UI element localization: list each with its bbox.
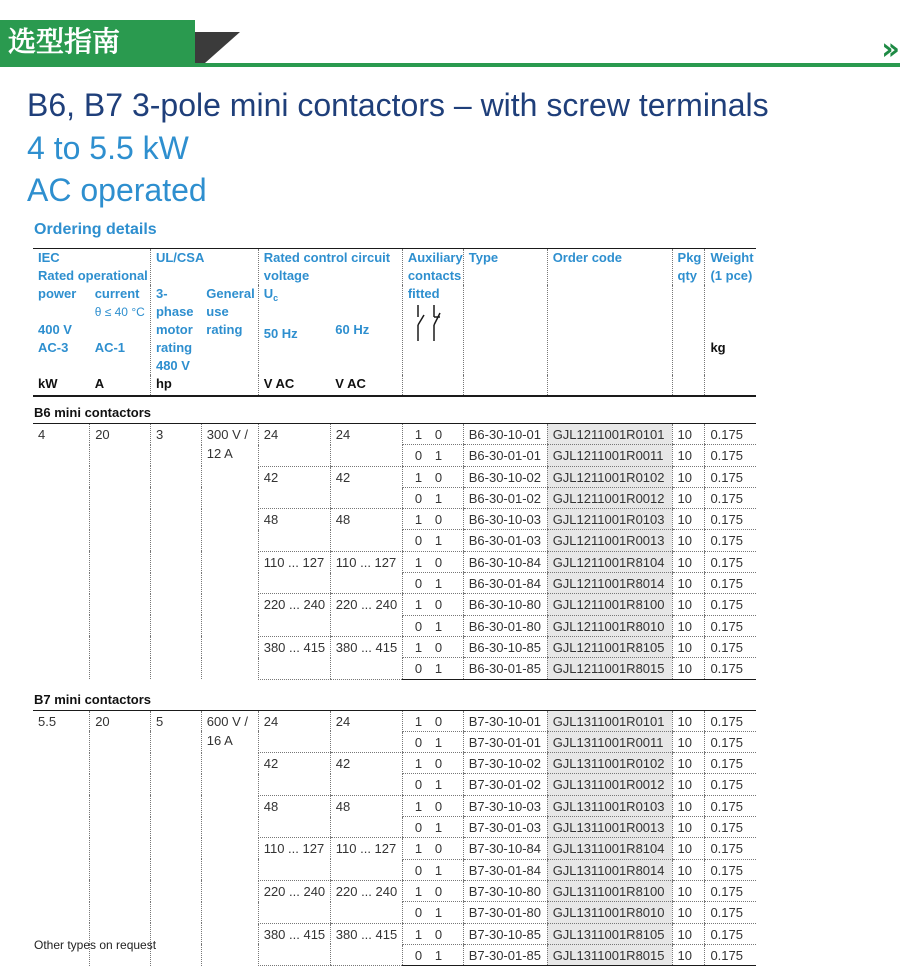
cell-aux: 0 1 <box>402 902 463 923</box>
cell-weight: 0.175 <box>705 466 756 487</box>
cell-v50: 42 <box>258 466 330 509</box>
cell-type: B7-30-01-80 <box>463 902 547 923</box>
cell-aux: 0 1 <box>402 774 463 795</box>
unit-kg: kg <box>710 340 726 355</box>
cell-type: B6-30-01-02 <box>463 487 547 508</box>
cell-pkg: 10 <box>672 710 705 731</box>
section-heading: B6 mini contactors <box>33 405 756 424</box>
cell-pkg: 10 <box>672 487 705 508</box>
footnote: Other types on request <box>34 938 157 952</box>
cell-weight: 0.175 <box>705 902 756 923</box>
cell-type: B7-30-01-01 <box>463 731 547 752</box>
cell-v60: 380 ... 415 <box>330 923 402 966</box>
cell-v50: 24 <box>258 424 330 467</box>
cell-weight: 0.175 <box>705 944 756 965</box>
unit-kw: kW <box>38 376 58 391</box>
page-subtitle-power: 4 to 5.5 kW <box>27 130 189 166</box>
cell-weight: 0.175 <box>705 594 756 615</box>
table-row <box>33 424 756 445</box>
cell-weight: 0.175 <box>705 795 756 816</box>
cell-order-code: GJL1211001R8010 <box>547 615 672 636</box>
cell-weight: 0.175 <box>705 509 756 530</box>
cell-pkg: 10 <box>672 615 705 636</box>
cell-type: B6-30-10-85 <box>463 636 547 657</box>
cell-order-code: GJL1211001R8014 <box>547 573 672 594</box>
cell-pkg: 10 <box>672 658 705 679</box>
cell-v60: 48 <box>330 509 402 552</box>
col-motor-rating: 3-phase motor rating 480 V <box>150 285 201 375</box>
cell-weight: 0.175 <box>705 551 756 572</box>
cell-aux: 0 1 <box>402 817 463 838</box>
cell-type: B6-30-10-03 <box>463 509 547 530</box>
cell-type: B6-30-10-80 <box>463 594 547 615</box>
cell-type: B6-30-01-01 <box>463 445 547 466</box>
col-control-voltage: Rated control circuit voltage <box>258 249 402 286</box>
cell-pkg: 10 <box>672 530 705 551</box>
group-rows <box>33 424 756 680</box>
cell-order-code: GJL1311001R0101 <box>547 710 672 731</box>
cell-weight: 0.175 <box>705 710 756 731</box>
cell-type: B6-30-10-01 <box>463 424 547 445</box>
cell-v60: 42 <box>330 753 402 796</box>
cell-order-code: GJL1311001R8105 <box>547 923 672 944</box>
cell-aux: 1 0 <box>402 710 463 731</box>
cell-power: 5.5 <box>38 713 57 729</box>
cell-pkg: 10 <box>672 944 705 965</box>
cell-aux: 1 0 <box>402 509 463 530</box>
cell-pkg: 10 <box>672 509 705 530</box>
cell-weight: 0.175 <box>705 774 756 795</box>
cell-order-code: GJL1211001R8104 <box>547 551 672 572</box>
cell-pkg: 10 <box>672 753 705 774</box>
cell-weight: 0.175 <box>705 615 756 636</box>
cell-pkg: 10 <box>672 573 705 594</box>
cell-aux: 0 1 <box>402 445 463 466</box>
unit-blank <box>201 375 258 396</box>
col-pkg-qty: Pkg qty <box>672 249 705 397</box>
cell-hp: 3 <box>150 424 201 680</box>
cell-weight: 0.175 <box>705 731 756 752</box>
cell-type: B7-30-10-80 <box>463 880 547 901</box>
cell-type: B7-30-10-03 <box>463 795 547 816</box>
cell-v50: 24 <box>258 710 330 753</box>
cell-aux: 0 1 <box>402 731 463 752</box>
cell-type: B7-30-10-84 <box>463 838 547 859</box>
cell-pkg: 10 <box>672 817 705 838</box>
cell-pkg: 10 <box>672 424 705 445</box>
cell-weight: 0.175 <box>705 487 756 508</box>
cell-order-code: GJL1311001R0103 <box>547 795 672 816</box>
cell-aux: 0 1 <box>402 658 463 679</box>
cell-general-use: 600 V / 16 A <box>201 710 258 966</box>
cell-order-code: GJL1311001R0102 <box>547 753 672 774</box>
cell-aux: 0 1 <box>402 573 463 594</box>
cell-type: B6-30-01-84 <box>463 573 547 594</box>
page-title: B6, B7 3-pole mini contactors – with screw terminals <box>27 87 769 123</box>
banner-title: 选型指南 <box>8 25 121 58</box>
cell-aux: 1 0 <box>402 753 463 774</box>
cell-order-code: GJL1311001R8010 <box>547 902 672 923</box>
cell-order-code: GJL1211001R8015 <box>547 658 672 679</box>
cell-v60: 220 ... 240 <box>330 594 402 637</box>
cell-pkg: 10 <box>672 774 705 795</box>
contact-symbol-icon <box>408 303 448 343</box>
cell-order-code: GJL1311001R0013 <box>547 817 672 838</box>
section-heading: B7 mini contactors <box>33 692 756 711</box>
col-60hz: 60 Hz <box>335 322 370 337</box>
cell-type: B7-30-01-02 <box>463 774 547 795</box>
cell-weight: 0.175 <box>705 445 756 466</box>
cell-pkg: 10 <box>672 923 705 944</box>
cell-pkg: 10 <box>672 731 705 752</box>
cell-order-code: GJL1211001R0101 <box>547 424 672 445</box>
cell-weight: 0.175 <box>705 636 756 657</box>
cell-weight: 0.175 <box>705 530 756 551</box>
cell-aux: 1 0 <box>402 636 463 657</box>
cell-pkg: 10 <box>672 859 705 880</box>
chevron-right-icon: ›› <box>881 32 894 67</box>
cell-pkg: 10 <box>672 636 705 657</box>
banner-rule <box>0 63 900 67</box>
unit-a: A <box>94 376 105 391</box>
cell-hp: 5 <box>150 710 201 966</box>
cell-v50: 110 ... 127 <box>258 838 330 881</box>
cell-pkg: 10 <box>672 466 705 487</box>
cell-type: B6-30-10-02 <box>463 466 547 487</box>
cell-v50: 42 <box>258 753 330 796</box>
cell-general-use: 300 V / 12 A <box>201 424 258 680</box>
cell-v60: 24 <box>330 424 402 467</box>
col-ulcsa: UL/CSA <box>150 249 258 286</box>
cell-order-code: GJL1311001R0011 <box>547 731 672 752</box>
cell-type: B6-30-01-80 <box>463 615 547 636</box>
cell-order-code: GJL1211001R8105 <box>547 636 672 657</box>
cell-weight: 0.175 <box>705 923 756 944</box>
cell-order-code: GJL1311001R8014 <box>547 859 672 880</box>
cell-current: 20 <box>90 710 151 966</box>
cell-order-code: GJL1311001R0012 <box>547 774 672 795</box>
cell-v50: 220 ... 240 <box>258 594 330 637</box>
cell-aux: 0 1 <box>402 944 463 965</box>
cell-pkg: 10 <box>672 902 705 923</box>
cell-pkg: 10 <box>672 445 705 466</box>
cell-type: B6-30-01-03 <box>463 530 547 551</box>
cell-type: B6-30-01-85 <box>463 658 547 679</box>
cell-type: B7-30-01-84 <box>463 859 547 880</box>
cell-weight: 0.175 <box>705 817 756 838</box>
cell-order-code: GJL1211001R0011 <box>547 445 672 466</box>
cell-power: 4 <box>38 427 46 442</box>
cell-aux: 0 1 <box>402 615 463 636</box>
cell-order-code: GJL1311001R8015 <box>547 944 672 965</box>
cell-v60: 42 <box>330 466 402 509</box>
cell-pkg: 10 <box>672 551 705 572</box>
table-row <box>33 710 756 731</box>
cell-order-code: GJL1311001R8104 <box>547 838 672 859</box>
cell-order-code: GJL1311001R8100 <box>547 880 672 901</box>
cell-aux: 0 1 <box>402 487 463 508</box>
cell-aux: 1 0 <box>402 838 463 859</box>
cell-v50: 380 ... 415 <box>258 923 330 966</box>
cell-aux: 1 0 <box>402 466 463 487</box>
col-current: current θ ≤ 40 °C AC-1 <box>94 286 145 355</box>
cell-weight: 0.175 <box>705 424 756 445</box>
banner-wedge <box>195 32 240 63</box>
cell-weight: 0.175 <box>705 753 756 774</box>
cell-current: 20 <box>90 424 151 680</box>
unit-vac-60: V AC <box>335 376 366 391</box>
cell-order-code: GJL1211001R0013 <box>547 530 672 551</box>
cell-v60: 48 <box>330 795 402 838</box>
cell-v50: 110 ... 127 <box>258 551 330 594</box>
col-type: Type <box>463 249 547 397</box>
cell-weight: 0.175 <box>705 573 756 594</box>
cell-weight: 0.175 <box>705 859 756 880</box>
col-aux-contacts: Auxiliary contacts fitted <box>402 249 463 397</box>
col-power: power 400 V AC-3 <box>38 286 77 355</box>
cell-v50: 220 ... 240 <box>258 880 330 923</box>
cell-aux: 0 1 <box>402 859 463 880</box>
cell-pkg: 10 <box>672 795 705 816</box>
unit-hp: hp <box>150 375 201 396</box>
cell-aux: 0 1 <box>402 530 463 551</box>
col-50hz: $U_c$ 50 Hz <box>258 285 330 375</box>
cell-aux: 1 0 <box>402 923 463 944</box>
section-title: Ordering details <box>34 221 157 238</box>
cell-weight: 0.175 <box>705 880 756 901</box>
cell-weight: 0.175 <box>705 838 756 859</box>
cell-aux: 1 0 <box>402 880 463 901</box>
cell-aux: 1 0 <box>402 551 463 572</box>
cell-v50: 380 ... 415 <box>258 636 330 679</box>
cell-type: B7-30-01-03 <box>463 817 547 838</box>
cell-v60: 110 ... 127 <box>330 838 402 881</box>
cell-type: B7-30-01-85 <box>463 944 547 965</box>
cell-type: B6-30-10-84 <box>463 551 547 572</box>
cell-v50: 48 <box>258 509 330 552</box>
col-order-code: Order code <box>547 249 672 397</box>
cell-v60: 380 ... 415 <box>330 636 402 679</box>
ordering-table <box>33 248 756 966</box>
cell-aux: 1 0 <box>402 424 463 445</box>
cell-v60: 24 <box>330 710 402 753</box>
cell-aux: 1 0 <box>402 594 463 615</box>
cell-order-code: GJL1211001R0012 <box>547 487 672 508</box>
table-header <box>33 249 756 397</box>
page-banner <box>0 20 195 63</box>
cell-v50: 48 <box>258 795 330 838</box>
cell-order-code: GJL1211001R0102 <box>547 466 672 487</box>
col-weight: Weight (1 pce) kg <box>705 249 756 397</box>
cell-type: B7-30-10-02 <box>463 753 547 774</box>
cell-aux: 1 0 <box>402 795 463 816</box>
cell-pkg: 10 <box>672 594 705 615</box>
col-general-use: General use rating <box>206 286 255 337</box>
cell-weight: 0.175 <box>705 658 756 679</box>
cell-pkg: 10 <box>672 880 705 901</box>
cell-order-code: GJL1211001R8100 <box>547 594 672 615</box>
group-rows <box>33 710 756 966</box>
cell-order-code: GJL1211001R0103 <box>547 509 672 530</box>
unit-vac-50: V AC <box>258 375 330 396</box>
page-subtitle-operation: AC operated <box>27 172 207 208</box>
cell-v60: 220 ... 240 <box>330 880 402 923</box>
cell-type: B7-30-10-01 <box>463 710 547 731</box>
cell-v60: 110 ... 127 <box>330 551 402 594</box>
cell-type: B7-30-10-85 <box>463 923 547 944</box>
cell-pkg: 10 <box>672 838 705 859</box>
col-iec: IEC Rated operational <box>33 249 150 286</box>
